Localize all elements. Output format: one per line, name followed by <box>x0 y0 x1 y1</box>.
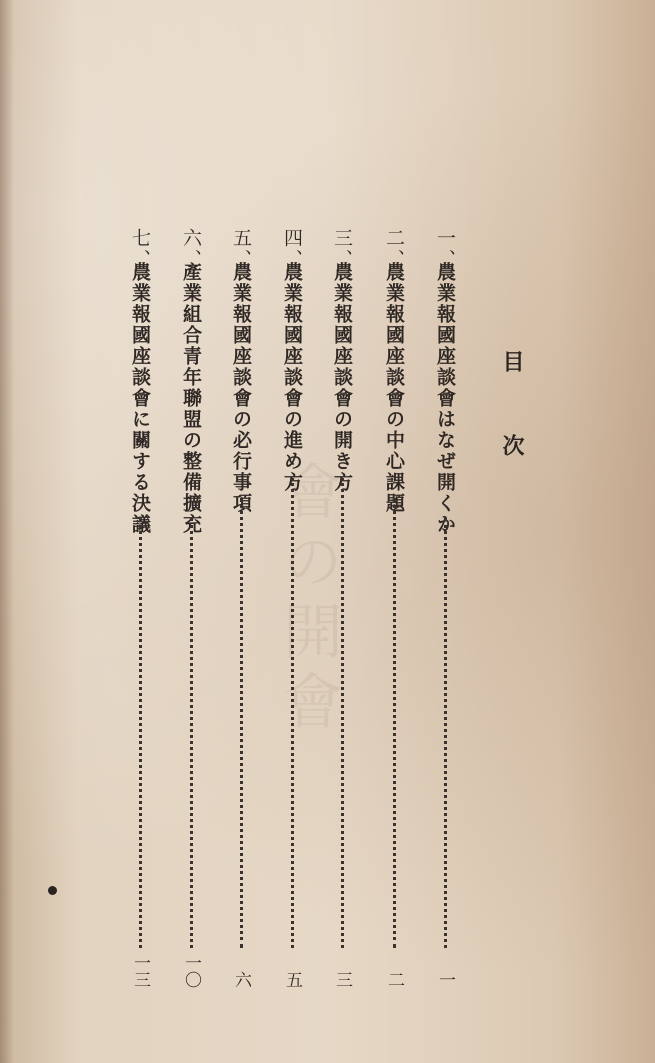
toc-entry <box>275 228 309 988</box>
entry-page-number: 五 <box>282 971 302 988</box>
entry-title: 農業報國座談會に關する決議 <box>129 262 151 535</box>
toc-entry <box>224 228 258 988</box>
entry-page-number: 一〇 <box>181 954 201 988</box>
entry-title: 產業組合青年聯盟の整備擴充 <box>180 262 202 535</box>
leader-dots <box>240 498 243 948</box>
entry-title: 農業報國座談會の必行事項 <box>230 262 252 514</box>
leader-dots <box>341 478 344 948</box>
ink-spot <box>48 886 57 895</box>
entry-number: 七、 <box>129 228 151 270</box>
leader-dots <box>190 518 193 948</box>
entry-number: 三、 <box>331 228 353 270</box>
entry-title: 農業報國座談會の開き方 <box>331 262 353 493</box>
leader-dots <box>444 518 447 948</box>
leader-dots <box>393 498 396 948</box>
toc-heading: 目次 <box>499 350 525 518</box>
entry-page-number: 一 <box>435 971 455 988</box>
toc-entry <box>123 228 157 988</box>
entry-page-number: 六 <box>231 971 251 988</box>
toc-entry <box>325 228 359 988</box>
entry-title: 農業報國座談會の進め方 <box>281 262 303 493</box>
entry-number: 五、 <box>230 228 252 270</box>
entry-number: 六、 <box>180 228 202 270</box>
toc-entry <box>377 228 411 988</box>
entry-number: 一、 <box>434 228 456 270</box>
leader-dots <box>139 518 142 948</box>
entry-page-number: 二 <box>384 971 404 988</box>
entry-number: 二、 <box>383 228 405 270</box>
toc-entry <box>428 228 462 988</box>
toc-entry <box>174 228 208 988</box>
entry-title: 農業報國座談會の中心課題 <box>383 262 405 514</box>
page-edge-shadow <box>0 0 14 1063</box>
entry-page-number: 一三 <box>130 954 150 988</box>
leader-dots <box>291 478 294 948</box>
entry-title: 農業報國座談會はなぜ開くか <box>434 262 456 535</box>
entry-number: 四、 <box>281 228 303 270</box>
entry-page-number: 三 <box>332 971 352 988</box>
show-through-text: 會の開會 <box>273 460 343 740</box>
